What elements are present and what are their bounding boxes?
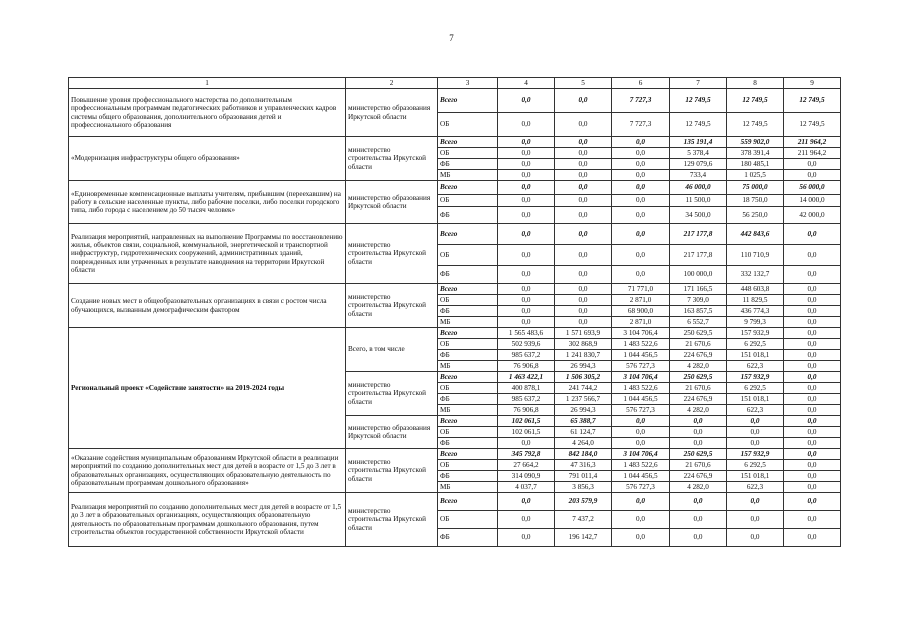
- amount-cell: 1 025,5: [727, 170, 784, 181]
- amount-cell: 9 799,3: [727, 317, 784, 328]
- amount-cell: 0,0: [670, 438, 727, 449]
- funding-source: Всего: [438, 181, 498, 195]
- responsible-executor: министерство образования Иркутской области: [346, 416, 438, 449]
- funding-source: ОБ: [438, 195, 498, 207]
- amount-cell: 0,0: [555, 266, 612, 284]
- amount-cell: 217 177,8: [670, 224, 727, 245]
- amount-cell: 0,0: [612, 245, 670, 266]
- amount-cell: 576 727,3: [612, 405, 670, 416]
- amount-cell: 0,0: [670, 416, 727, 427]
- amount-cell: 0,0: [498, 224, 555, 245]
- funding-source: МБ: [438, 405, 498, 416]
- amount-cell: 102 061,5: [498, 427, 555, 438]
- amount-cell: 0,0: [612, 224, 670, 245]
- amount-cell: 0,0: [784, 361, 841, 372]
- amount-cell: 1 463 422,1: [498, 372, 555, 383]
- table-row: [69, 181, 841, 195]
- funding-source: Всего: [438, 449, 498, 460]
- amount-cell: 0,0: [555, 148, 612, 159]
- amount-cell: 0,0: [498, 266, 555, 284]
- amount-cell: 576 727,3: [612, 361, 670, 372]
- amount-cell: 211 964,2: [784, 148, 841, 159]
- amount-cell: 0,0: [555, 89, 612, 113]
- amount-cell: 332 132,7: [727, 266, 784, 284]
- amount-cell: 21 670,6: [670, 460, 727, 471]
- funding-source: МБ: [438, 317, 498, 328]
- amount-cell: 203 579,9: [555, 493, 612, 511]
- amount-cell: 0,0: [555, 245, 612, 266]
- amount-cell: 0,0: [612, 266, 670, 284]
- table-row: [69, 328, 841, 339]
- amount-cell: 302 868,9: [555, 339, 612, 350]
- amount-cell: 7 309,0: [670, 295, 727, 306]
- amount-cell: 314 090,9: [498, 471, 555, 482]
- amount-cell: 7 727,3: [612, 113, 670, 137]
- amount-cell: 842 184,0: [555, 449, 612, 460]
- measure-description: Повышение уровня профессионального мастерства по дополнительным профессиональным программам педагогических работников и управленческих кадров системы общего образования, дополнительного образования детей и профессионального образования: [69, 89, 346, 137]
- header-row: [69, 78, 841, 89]
- amount-cell: 0,0: [612, 427, 670, 438]
- amount-cell: 0,0: [784, 405, 841, 416]
- amount-cell: 0,0: [498, 529, 555, 547]
- amount-cell: 21 670,6: [670, 339, 727, 350]
- amount-cell: 0,0: [784, 170, 841, 181]
- funding-source: ФБ: [438, 306, 498, 317]
- amount-cell: 985 637,2: [498, 350, 555, 361]
- funding-source: ОБ: [438, 295, 498, 306]
- amount-cell: 11 829,5: [727, 295, 784, 306]
- funding-source: ФБ: [438, 394, 498, 405]
- amount-cell: 4 282,0: [670, 482, 727, 493]
- funding-source: ФБ: [438, 471, 498, 482]
- amount-cell: 0,0: [784, 372, 841, 383]
- funding-source: ФБ: [438, 266, 498, 284]
- amount-cell: 224 676,9: [670, 350, 727, 361]
- amount-cell: 157 932,9: [727, 449, 784, 460]
- amount-cell: 1 483 522,6: [612, 460, 670, 471]
- header-cell: 4: [498, 78, 555, 89]
- amount-cell: 12 749,5: [727, 113, 784, 137]
- amount-cell: 6 292,5: [727, 383, 784, 394]
- amount-cell: 0,0: [612, 416, 670, 427]
- amount-cell: 502 939,6: [498, 339, 555, 350]
- amount-cell: 0,0: [498, 511, 555, 529]
- amount-cell: 1 571 693,9: [555, 328, 612, 339]
- amount-cell: 345 792,8: [498, 449, 555, 460]
- page-number: 7: [449, 33, 454, 43]
- measure-description: Создание новых мест в общеобразовательных организациях в связи с ростом числа обучающихся, вызванным демографическим фактором: [69, 284, 346, 328]
- responsible-executor: министерство образования Иркутской области: [346, 181, 438, 224]
- amount-cell: 0,0: [498, 137, 555, 148]
- amount-cell: 0,0: [498, 295, 555, 306]
- table-row: [69, 224, 841, 245]
- amount-cell: 0,0: [784, 416, 841, 427]
- amount-cell: 5 378,4: [670, 148, 727, 159]
- amount-cell: 1 237 566,7: [555, 394, 612, 405]
- responsible-executor: министерство строительства Иркутской области: [346, 137, 438, 181]
- amount-cell: 211 964,2: [784, 137, 841, 148]
- amount-cell: 12 749,5: [670, 113, 727, 137]
- header-cell: 6: [612, 78, 670, 89]
- amount-cell: 11 500,0: [670, 195, 727, 207]
- amount-cell: 0,0: [498, 170, 555, 181]
- amount-cell: 0,0: [727, 438, 784, 449]
- amount-cell: 61 124,7: [555, 427, 612, 438]
- amount-cell: 71 771,0: [612, 284, 670, 295]
- table-row: [69, 449, 841, 460]
- header-cell: 9: [784, 78, 841, 89]
- amount-cell: 559 902,0: [727, 137, 784, 148]
- amount-cell: 1 044 456,5: [612, 394, 670, 405]
- amount-cell: 224 676,9: [670, 471, 727, 482]
- funding-source: ФБ: [438, 159, 498, 170]
- amount-cell: 0,0: [784, 317, 841, 328]
- amount-cell: 0,0: [784, 438, 841, 449]
- header-cell: 1: [69, 78, 346, 89]
- header-cell: 8: [727, 78, 784, 89]
- amount-cell: 0,0: [555, 137, 612, 148]
- amount-cell: 0,0: [727, 416, 784, 427]
- funding-source: ОБ: [438, 148, 498, 159]
- amount-cell: 0,0: [784, 295, 841, 306]
- header-cell: 3: [438, 78, 498, 89]
- amount-cell: 0,0: [555, 170, 612, 181]
- amount-cell: 0,0: [555, 306, 612, 317]
- amount-cell: 0,0: [555, 207, 612, 224]
- funding-source: ФБ: [438, 529, 498, 547]
- amount-cell: 0,0: [784, 383, 841, 394]
- funding-source: Всего: [438, 416, 498, 427]
- amount-cell: 0,0: [498, 438, 555, 449]
- amount-cell: 2 871,0: [612, 295, 670, 306]
- amount-cell: 0,0: [784, 306, 841, 317]
- amount-cell: 65 388,7: [555, 416, 612, 427]
- amount-cell: 0,0: [555, 224, 612, 245]
- amount-cell: 0,0: [784, 449, 841, 460]
- amount-cell: 76 906,8: [498, 405, 555, 416]
- amount-cell: 0,0: [498, 148, 555, 159]
- amount-cell: 0,0: [784, 511, 841, 529]
- amount-cell: 0,0: [727, 427, 784, 438]
- amount-cell: 42 000,0: [784, 207, 841, 224]
- amount-cell: 0,0: [555, 195, 612, 207]
- amount-cell: 21 670,6: [670, 383, 727, 394]
- amount-cell: 400 878,1: [498, 383, 555, 394]
- amount-cell: 378 391,4: [727, 148, 784, 159]
- amount-cell: 0,0: [612, 170, 670, 181]
- amount-cell: 0,0: [727, 511, 784, 529]
- amount-cell: 250 629,5: [670, 372, 727, 383]
- amount-cell: 0,0: [555, 159, 612, 170]
- amount-cell: 0,0: [498, 317, 555, 328]
- amount-cell: 3 104 706,4: [612, 449, 670, 460]
- table-row: [69, 137, 841, 148]
- funding-source: ФБ: [438, 438, 498, 449]
- funding-source: Всего: [438, 493, 498, 511]
- funding-source: ОБ: [438, 245, 498, 266]
- amount-cell: 163 857,5: [670, 306, 727, 317]
- amount-cell: 0,0: [784, 471, 841, 482]
- amount-cell: 1 506 305,2: [555, 372, 612, 383]
- table-body: [69, 78, 841, 547]
- amount-cell: 0,0: [727, 493, 784, 511]
- amount-cell: 56 250,0: [727, 207, 784, 224]
- amount-cell: 448 603,8: [727, 284, 784, 295]
- amount-cell: 576 727,3: [612, 482, 670, 493]
- amount-cell: 102 061,5: [498, 416, 555, 427]
- amount-cell: 0,0: [498, 493, 555, 511]
- funding-source: ОБ: [438, 339, 498, 350]
- amount-cell: 0,0: [670, 511, 727, 529]
- header-cell: 7: [670, 78, 727, 89]
- amount-cell: 0,0: [784, 350, 841, 361]
- amount-cell: 0,0: [784, 159, 841, 170]
- amount-cell: 34 500,0: [670, 207, 727, 224]
- amount-cell: 0,0: [612, 181, 670, 195]
- responsible-executor: министерство строительства Иркутской области: [346, 224, 438, 284]
- amount-cell: 0,0: [784, 328, 841, 339]
- amount-cell: 0,0: [612, 195, 670, 207]
- funding-source: Всего: [438, 372, 498, 383]
- amount-cell: 0,0: [784, 224, 841, 245]
- amount-cell: 46 000,0: [670, 181, 727, 195]
- funding-source: ОБ: [438, 460, 498, 471]
- amount-cell: 1 044 456,5: [612, 350, 670, 361]
- amount-cell: 0,0: [784, 460, 841, 471]
- amount-cell: 100 000,0: [670, 266, 727, 284]
- amount-cell: 0,0: [784, 427, 841, 438]
- measure-description: Реализация мероприятий по созданию дополнительных мест для детей в возрасте от 1,5 до 3 лет в образовательных организациях, осуществляющих образовательную деятельность по образовательным программам дошкольного образования, путем строительства объектов государственной собственности Иркутской области: [69, 493, 346, 547]
- amount-cell: 14 000,0: [784, 195, 841, 207]
- responsible-executor: Всего, в том числе: [346, 328, 438, 372]
- amount-cell: 157 932,9: [727, 328, 784, 339]
- measure-description: «Единовременные компенсационные выплаты учителям, прибывшим (переехавшим) на работу в сельские населенные пункты, либо рабочие поселки, либо поселки городского типа, либо города с населением до 50 тысяч человек»: [69, 181, 346, 224]
- amount-cell: 217 177,8: [670, 245, 727, 266]
- amount-cell: 0,0: [498, 207, 555, 224]
- amount-cell: 436 774,3: [727, 306, 784, 317]
- funding-source: ФБ: [438, 207, 498, 224]
- amount-cell: 0,0: [498, 245, 555, 266]
- amount-cell: 241 744,2: [555, 383, 612, 394]
- amount-cell: 1 241 830,7: [555, 350, 612, 361]
- amount-cell: 7 727,3: [612, 89, 670, 113]
- amount-cell: 151 018,1: [727, 394, 784, 405]
- amount-cell: 622,3: [727, 482, 784, 493]
- amount-cell: 1 565 483,6: [498, 328, 555, 339]
- funding-source: Всего: [438, 89, 498, 113]
- amount-cell: 3 104 706,4: [612, 328, 670, 339]
- amount-cell: 791 011,4: [555, 471, 612, 482]
- measure-description: «Модернизация инфраструктуры общего образования»: [69, 137, 346, 181]
- amount-cell: 0,0: [670, 427, 727, 438]
- amount-cell: 0,0: [784, 493, 841, 511]
- amount-cell: 0,0: [498, 306, 555, 317]
- amount-cell: 12 749,5: [727, 89, 784, 113]
- amount-cell: 196 142,7: [555, 529, 612, 547]
- amount-cell: 0,0: [784, 339, 841, 350]
- funding-source: МБ: [438, 170, 498, 181]
- amount-cell: 0,0: [612, 493, 670, 511]
- amount-cell: 442 843,6: [727, 224, 784, 245]
- amount-cell: 7 437,2: [555, 511, 612, 529]
- amount-cell: 26 994,3: [555, 405, 612, 416]
- amount-cell: 224 676,9: [670, 394, 727, 405]
- funding-source: Всего: [438, 284, 498, 295]
- funding-source: ОБ: [438, 511, 498, 529]
- amount-cell: 76 906,8: [498, 361, 555, 372]
- funding-source: Всего: [438, 224, 498, 245]
- amount-cell: 6 292,5: [727, 339, 784, 350]
- funding-source: ФБ: [438, 350, 498, 361]
- amount-cell: 4 282,0: [670, 361, 727, 372]
- funding-source: ОБ: [438, 383, 498, 394]
- funding-source: МБ: [438, 482, 498, 493]
- responsible-executor: министерство строительства Иркутской области: [346, 493, 438, 547]
- amount-cell: 2 871,0: [612, 317, 670, 328]
- amount-cell: 0,0: [498, 181, 555, 195]
- funding-source: Всего: [438, 137, 498, 148]
- measure-description: Реализация мероприятий, направленных на выполнение Программы по восстановлению жилья, объектов связи, социальной, коммунальной, энергетической и транспортной инфраструктур, гидротехнических сооружений, административных зданий, поврежденных или утраченных в результате наводнения на территории Иркутской области: [69, 224, 346, 284]
- funding-source: ОБ: [438, 113, 498, 137]
- amount-cell: 0,0: [612, 438, 670, 449]
- amount-cell: 0,0: [670, 529, 727, 547]
- amount-cell: 3 104 706,4: [612, 372, 670, 383]
- amount-cell: 0,0: [670, 493, 727, 511]
- amount-cell: 0,0: [784, 245, 841, 266]
- amount-cell: 0,0: [784, 284, 841, 295]
- amount-cell: 0,0: [612, 207, 670, 224]
- amount-cell: 135 191,4: [670, 137, 727, 148]
- amount-cell: 0,0: [784, 529, 841, 547]
- amount-cell: 1 483 522,6: [612, 339, 670, 350]
- amount-cell: 27 664,2: [498, 460, 555, 471]
- header-cell: 5: [555, 78, 612, 89]
- amount-cell: 0,0: [612, 159, 670, 170]
- table-row: [69, 89, 841, 113]
- amount-cell: 0,0: [612, 137, 670, 148]
- amount-cell: 622,3: [727, 405, 784, 416]
- amount-cell: 6 552,7: [670, 317, 727, 328]
- amount-cell: 0,0: [727, 529, 784, 547]
- amount-cell: 0,0: [555, 284, 612, 295]
- amount-cell: 4 037,7: [498, 482, 555, 493]
- amount-cell: 985 637,2: [498, 394, 555, 405]
- amount-cell: 157 932,9: [727, 372, 784, 383]
- amount-cell: 12 749,5: [784, 113, 841, 137]
- budget-table: [68, 77, 841, 547]
- amount-cell: 4 282,0: [670, 405, 727, 416]
- amount-cell: 0,0: [498, 89, 555, 113]
- amount-cell: 18 750,0: [727, 195, 784, 207]
- header-cell: 2: [346, 78, 438, 89]
- measure-description: Региональный проект «Содействие занятости» на 2019-2024 годы: [69, 328, 346, 449]
- amount-cell: 622,3: [727, 361, 784, 372]
- amount-cell: 171 166,5: [670, 284, 727, 295]
- measure-description: «Оказание содействия муниципальным образованиям Иркутской области в реализации мероприятий по созданию дополнительных мест для детей в возрасте от 1,5 до 3 лет в образовательных организациях, осуществляющих образовательную деятельность по образовательным программам дошкольного образования»: [69, 449, 346, 493]
- responsible-executor: министерство образования Иркутской области: [346, 89, 438, 137]
- amount-cell: 110 710,9: [727, 245, 784, 266]
- amount-cell: 26 994,3: [555, 361, 612, 372]
- amount-cell: 0,0: [555, 295, 612, 306]
- amount-cell: 733,4: [670, 170, 727, 181]
- amount-cell: 47 316,3: [555, 460, 612, 471]
- amount-cell: 180 485,1: [727, 159, 784, 170]
- amount-cell: 56 000,0: [784, 181, 841, 195]
- amount-cell: 3 856,3: [555, 482, 612, 493]
- amount-cell: 0,0: [784, 482, 841, 493]
- amount-cell: 6 292,5: [727, 460, 784, 471]
- responsible-executor: министерство строительства Иркутской области: [346, 449, 438, 493]
- amount-cell: 0,0: [555, 317, 612, 328]
- responsible-executor: министерство строительства Иркутской области: [346, 284, 438, 328]
- amount-cell: 68 900,0: [612, 306, 670, 317]
- amount-cell: 0,0: [555, 113, 612, 137]
- amount-cell: 0,0: [612, 529, 670, 547]
- amount-cell: 4 264,0: [555, 438, 612, 449]
- amount-cell: 151 018,1: [727, 471, 784, 482]
- amount-cell: 0,0: [784, 394, 841, 405]
- amount-cell: 0,0: [498, 284, 555, 295]
- amount-cell: 1 483 522,6: [612, 383, 670, 394]
- table-row: [69, 493, 841, 511]
- amount-cell: 12 749,5: [670, 89, 727, 113]
- amount-cell: 0,0: [612, 511, 670, 529]
- table-row: [69, 284, 841, 295]
- amount-cell: 250 629,5: [670, 449, 727, 460]
- amount-cell: 12 749,5: [784, 89, 841, 113]
- amount-cell: 151 018,1: [727, 350, 784, 361]
- amount-cell: 75 000,0: [727, 181, 784, 195]
- amount-cell: 0,0: [784, 266, 841, 284]
- amount-cell: 0,0: [498, 113, 555, 137]
- amount-cell: 129 079,6: [670, 159, 727, 170]
- amount-cell: 250 629,5: [670, 328, 727, 339]
- amount-cell: 0,0: [498, 159, 555, 170]
- funding-source: ОБ: [438, 427, 498, 438]
- amount-cell: 1 044 456,5: [612, 471, 670, 482]
- responsible-executor: министерство строительства Иркутской области: [346, 372, 438, 416]
- amount-cell: 0,0: [555, 181, 612, 195]
- funding-source: МБ: [438, 361, 498, 372]
- amount-cell: 0,0: [612, 148, 670, 159]
- amount-cell: 0,0: [498, 195, 555, 207]
- funding-source: Всего: [438, 328, 498, 339]
